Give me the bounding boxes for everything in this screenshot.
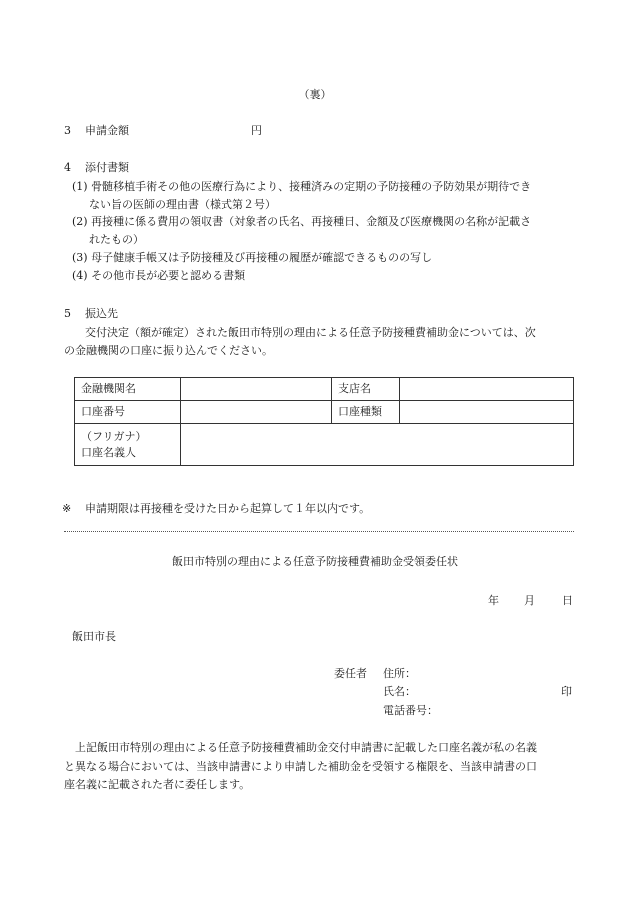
section3-label: 申請金額 [85, 124, 129, 137]
date-year-label: 年 [488, 594, 499, 607]
attachment-item-3: (3) 母子健康手帳又は予防接種及び再接種の履歴が確認できるものの写し [72, 251, 433, 264]
holder-name-label: 口座名義人 [81, 445, 136, 459]
bank-account-table [74, 377, 574, 466]
branch-name-label: 支店名 [332, 378, 400, 401]
addressee: 飯田市長 [72, 630, 116, 643]
attachment-item-4: (4) その他市長が必要と認める書類 [72, 269, 246, 282]
account-holder-label [75, 424, 181, 466]
account-holder-field[interactable] [181, 424, 574, 466]
attachment-item-1-line1: (1) 骨髄移植手術その他の医療行為により、接種済みの定期の予防接種の予防効果が期待でき [72, 180, 532, 193]
section5-label: 振込先 [85, 307, 118, 320]
proxy-body-line3: 座名義に記載された者に委任します。 [64, 778, 251, 791]
section5-body-line1: 交付決定（額が確定）された飯田市特別の理由による任意予防接種費補助金については、次 [85, 326, 536, 339]
seal-mark: 印 [561, 685, 572, 698]
proxy-title: 飯田市特別の理由による任意予防接種費補助金受領委任状 [172, 555, 458, 568]
section4-number: 4 [64, 161, 71, 174]
date-day-label: 日 [562, 594, 573, 607]
page-title: （裏） [298, 88, 332, 101]
delegator-role: 委任者 [334, 667, 367, 680]
table-row [75, 401, 574, 424]
account-type-field[interactable] [400, 401, 574, 424]
note-text: 申請期限は再接種を受けた日から起算して１年以内です。 [85, 502, 371, 515]
attachment-item-1-line2: ない旨の医師の理由書（様式第２号） [89, 198, 276, 211]
section3-number: 3 [64, 124, 71, 137]
proxy-body-line2: と異なる場合においては、当該申請書により申請した補助金を受領する権限を、当該申請書の口 [64, 760, 537, 773]
account-number-label: 口座番号 [75, 401, 181, 424]
section4-label: 添付書類 [85, 161, 129, 174]
section5-number: 5 [64, 307, 71, 320]
account-number-field[interactable] [181, 401, 332, 424]
bank-name-label: 金融機関名 [75, 378, 181, 401]
branch-name-field[interactable] [400, 378, 574, 401]
name-label: 氏名： [383, 685, 416, 698]
attachment-item-2-line2: れたもの） [89, 233, 144, 246]
attachment-item-2-line1: (2) 再接種に係る費用の領収書（対象者の氏名、再接種日、金額及び医療機関の名称が記載さ [72, 215, 532, 228]
account-type-label: 口座種類 [332, 401, 400, 424]
address-label: 住所： [383, 667, 416, 680]
section5-body-line2: の金融機関の口座に振り込んでください。 [64, 344, 273, 357]
furigana-label: （フリガナ） [81, 429, 147, 443]
bank-name-field[interactable] [181, 378, 332, 401]
table-row [75, 424, 574, 466]
section3-unit: 円 [251, 124, 262, 137]
table-row [75, 378, 574, 401]
note-mark: ※ [62, 502, 72, 515]
cut-line-divider [64, 531, 574, 532]
proxy-body-line1: 上記飯田市特別の理由による任意予防接種費補助金交付申請書に記載した口座名義が私の名義 [75, 741, 537, 754]
phone-label: 電話番号： [383, 704, 438, 717]
date-month-label: 月 [524, 594, 535, 607]
